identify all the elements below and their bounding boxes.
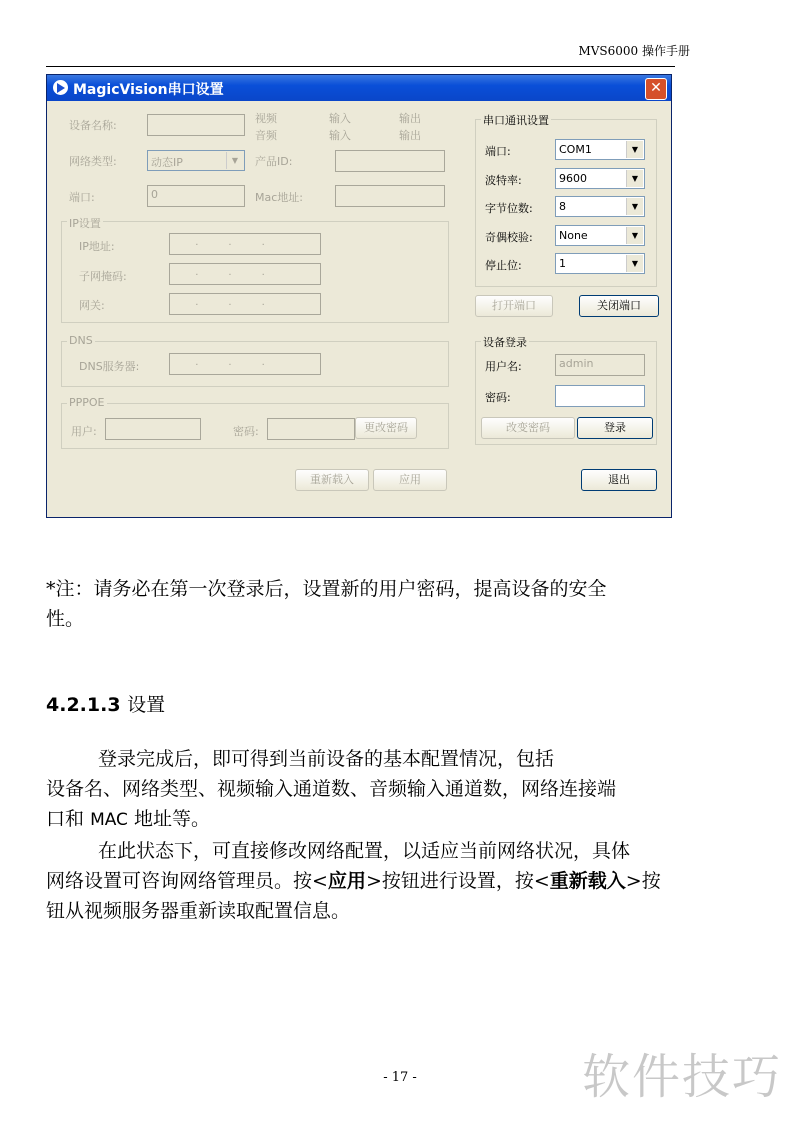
video-input-label: 输入 — [329, 112, 351, 125]
audio-output-label: 输出 — [399, 129, 421, 142]
section-heading — [46, 690, 165, 717]
pppoe-group-label: PPPOE — [69, 396, 105, 409]
device-name-field — [147, 114, 245, 136]
serial-port-label: 端口: — [485, 145, 511, 158]
section-title: 设置 — [127, 694, 166, 716]
login-password-label: 密码: — [485, 391, 511, 404]
mask-label: 子网掩码: — [79, 270, 127, 283]
chevron-down-icon: ▼ — [226, 152, 243, 169]
dns-group-label: DNS — [69, 334, 93, 347]
parity-value: None — [559, 229, 588, 242]
audio-input-label: 输入 — [329, 129, 351, 142]
mac-label: Mac地址: — [255, 191, 303, 204]
header-rule — [46, 66, 675, 67]
stopbits-select[interactable] — [555, 253, 645, 274]
ip-label: IP地址: — [79, 240, 115, 253]
watermark: 软件技巧 — [581, 1049, 782, 1105]
login-password-input[interactable] — [555, 385, 645, 407]
stopbits-value: 1 — [559, 257, 566, 270]
p2-line-1: 在此状态下，可直接修改网络配置，以适应当前网络状况，具体 — [98, 840, 631, 862]
device-login-group-label: 设备登录 — [483, 336, 527, 349]
login-user-field: admin — [555, 354, 645, 376]
dns-label: DNS服务器: — [79, 360, 140, 373]
databits-select[interactable] — [555, 196, 645, 217]
app-logo-icon — [53, 80, 68, 95]
gateway-field: ... — [169, 293, 321, 315]
ip-settings-group-label: IP设置 — [69, 217, 101, 230]
gateway-label: 网关: — [79, 299, 105, 312]
baud-label: 波特率: — [485, 174, 522, 187]
section-number: 4.2.1.3 — [46, 694, 121, 716]
p1-line-1: 登录完成后，即可得到当前设备的基本配置情况，包括 — [98, 748, 555, 770]
network-type-value: 动态IP — [151, 156, 183, 169]
network-type-select[interactable] — [147, 150, 245, 171]
mask-field: ... — [169, 263, 321, 285]
change-login-password-button[interactable]: 改变密码 — [481, 417, 575, 439]
mac-field — [335, 185, 445, 207]
p2-line-2: 网络设置可咨询网络管理员。按<应用>按钮进行设置，按<重新载入>按 — [46, 870, 661, 892]
reload-button[interactable]: 重新载入 — [295, 469, 369, 491]
note-line-1: *注：请务必在第一次登录后，设置新的用户密码，提高设备的安全 — [46, 578, 607, 600]
port-label: 端口: — [69, 191, 95, 204]
login-user-label: 用户名: — [485, 360, 522, 373]
product-id-field — [335, 150, 445, 172]
chevron-down-icon: ▼ — [626, 198, 643, 215]
parity-select[interactable] — [555, 225, 645, 246]
network-type-label: 网络类型: — [69, 155, 117, 168]
chevron-down-icon: ▼ — [626, 170, 643, 187]
page-number: - 17 - — [383, 1070, 417, 1085]
serial-settings-window — [46, 74, 672, 518]
open-port-button[interactable]: 打开端口 — [475, 295, 553, 317]
video-output-label: 输出 — [399, 112, 421, 125]
change-password-button[interactable]: 更改密码 — [355, 417, 417, 439]
parity-label: 奇偶校验: — [485, 231, 533, 244]
serial-port-value: COM1 — [559, 143, 592, 156]
pppoe-user-field — [105, 418, 201, 440]
p1-line-3: 口和 MAC 地址等。 — [46, 808, 210, 830]
title-bar[interactable] — [47, 75, 671, 101]
video-label: 视频 — [255, 112, 277, 125]
pppoe-password-label: 密码: — [233, 425, 259, 438]
window-title: MagicVision串口设置 — [73, 82, 224, 98]
pppoe-user-label: 用户: — [71, 425, 97, 438]
chevron-down-icon: ▼ — [626, 141, 643, 158]
baud-select[interactable] — [555, 168, 645, 189]
port-field: 0 — [147, 185, 245, 207]
baud-value: 9600 — [559, 172, 587, 185]
databits-value: 8 — [559, 200, 566, 213]
note-line-2: 性。 — [46, 608, 85, 630]
serial-settings-group-label: 串口通讯设置 — [483, 114, 549, 127]
pppoe-password-field — [267, 418, 355, 440]
close-port-button[interactable]: 关闭端口 — [579, 295, 659, 317]
apply-button[interactable]: 应用 — [373, 469, 447, 491]
ip-field: ... — [169, 233, 321, 255]
dns-field: ... — [169, 353, 321, 375]
close-button[interactable]: ✕ — [645, 78, 667, 100]
login-button[interactable]: 登录 — [577, 417, 653, 439]
p1-line-2: 设备名、网络类型、视频输入通道数、音频输入通道数，网络连接端 — [46, 778, 617, 800]
audio-label: 音频 — [255, 129, 277, 142]
stopbits-label: 停止位: — [485, 259, 522, 272]
header-title: MVS6000 操作手册 — [578, 44, 690, 58]
exit-button[interactable]: 退出 — [581, 469, 657, 491]
chevron-down-icon: ▼ — [626, 227, 643, 244]
serial-port-select[interactable] — [555, 139, 645, 160]
device-name-label: 设备名称: — [69, 119, 117, 132]
p2-line-3: 钮从视频服务器重新读取配置信息。 — [46, 900, 351, 922]
product-id-label: 产品ID: — [255, 155, 293, 168]
chevron-down-icon: ▼ — [626, 255, 643, 272]
databits-label: 字节位数: — [485, 202, 533, 215]
